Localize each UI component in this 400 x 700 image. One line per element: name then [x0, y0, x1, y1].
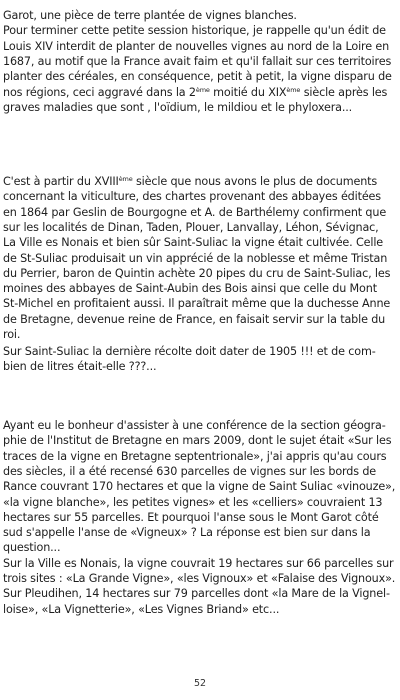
- text-line: phie de l'Institut de Bretagne en mars 2009, dont le sujet était «Sur les: [3, 434, 392, 448]
- text-line: question...: [3, 541, 61, 555]
- text-line: sud s'appelle l'anse de «Vigneux» ? La réponse est bien sur dans la: [3, 526, 371, 540]
- text-line: Sur Saint-Suliac la dernière récolte doit dater de 1905 !!! et de com-: [3, 345, 376, 358]
- text-line: Rance couvrant 170 hectares et que la vigne de Saint Suliac «vinouze»,: [3, 480, 396, 494]
- text-line: traces de la vigne en Bretagne septentrionale», j'ai appris qu'au cours: [3, 449, 387, 463]
- text-line: «la vigne blanche», les petites vignes» et les «celliers» couvraient 13: [3, 495, 383, 509]
- text-line: Garot, une pièce de terre plantée de vignes blanches.: [3, 9, 297, 22]
- text-line: hectares sur 55 parcelles. Et pourquoi l'anse sous le Mont Garot côté: [3, 510, 379, 524]
- text-line: Pour terminer cette petite session historique, je rappelle qu'un édit de: [3, 24, 386, 38]
- text-line: en 1864 par Geslin de Bourgogne et A. de Barthélemy confirment que: [3, 205, 387, 219]
- text-line: de St-Suliac produisait un vin apprécié de la noblesse et même Tristan: [3, 251, 388, 265]
- text-line: roi.: [3, 328, 21, 341]
- text-line: sur les localités de Dinan, Taden, Plouer, Lanvallay, Léhon, Sévignac,: [3, 220, 379, 234]
- text-line: moines des abbayes de Saint-Aubin des Bois ainsi que celle du Mont: [3, 282, 377, 296]
- text-segment: siècle après les: [300, 85, 388, 99]
- text-line: St-Michel en profitaient aussi. Il paraîtrait même que la duchesse Anne: [3, 297, 391, 311]
- text-line: graves maladies que sont , l'oïdium, le mildiou et le phyloxera...: [3, 100, 353, 114]
- superscript: ème: [286, 85, 301, 94]
- text-line: des siècles, il a été recensé 630 parcelles de vignes sur les bords de: [3, 464, 377, 478]
- text-segment: nos régions, ceci aggravé dans la 2: [3, 85, 196, 99]
- text-line: [3, 85, 387, 100]
- text-line: planter des céréales, en conséquence, petit à petit, la vigne disparu de: [3, 70, 392, 84]
- text-segment: siècle que nous avons le plus de documents: [132, 175, 378, 188]
- page-number: 52: [193, 678, 207, 689]
- text-line: du Perrier, baron de Quintin achète 20 pipes du cru de Saint-Suliac, les: [3, 266, 391, 280]
- text-line: Sur la Ville es Nonais, la vigne couvrait 19 hectares sur 66 parcelles sur: [3, 556, 394, 570]
- text-line: [3, 174, 377, 189]
- text-line: de Bretagne, devenue reine de France, en faisait servir sur la table du: [3, 312, 386, 326]
- superscript: ème: [195, 85, 210, 94]
- text-line: bien de litres était-elle ???...: [3, 360, 157, 374]
- superscript: ème: [118, 175, 133, 183]
- text-line: 1687, au motif que la France avait faim et qu'il fallait sur ces territoires: [3, 54, 392, 68]
- text-segment: moitié du XIX: [209, 85, 287, 99]
- text-line: La Ville es Nonais et bien sûr Saint-Suliac la vigne était cultivée. Celle: [3, 236, 384, 250]
- text-line: loise», «La Vignetterie», «Les Vignes Briand» etc...: [3, 602, 280, 616]
- text-line: Louis XIV interdit de planter de nouvelles vignes au nord de la Loire en: [3, 39, 390, 53]
- text-segment: C'est à partir du XVIII: [3, 175, 119, 188]
- text-line: Sur Pleudihen, 14 hectares sur 79 parcelles dont «la Mare de la Vignel-: [3, 587, 390, 601]
- text-line: trois sites : «La Grande Vigne», «les Vignoux» et «Falaise des Vignoux».: [3, 572, 396, 585]
- text-line: concernant la viticulture, des chartes provenant des abbayes éditées: [3, 190, 381, 204]
- text-line: Ayant eu le bonheur d'assister à une conférence de la section géogra-: [3, 419, 386, 432]
